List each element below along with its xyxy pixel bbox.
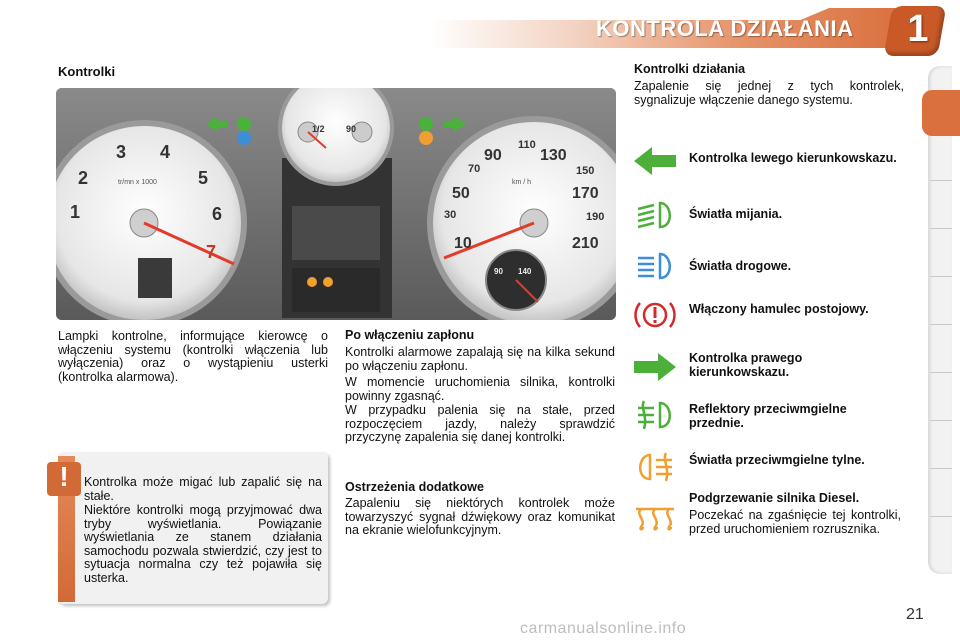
temp-tick: 140 (518, 267, 532, 276)
tach-tick: 6 (212, 204, 223, 224)
warning-paragraph-2: Niektóre kontrolki mogą przyjmować dwa tryby wyświetlania. Powiązanie wyświetlania ze stanem działania samochodu pozwala stwierdzić, czy jest to sytuacja normalna czy też pojawiła się usterka. (84, 503, 322, 585)
exclamation-mark: ! (59, 461, 69, 492)
speed-tick: 170 (572, 185, 599, 202)
ignition-heading: Po włączeniu zapłonu (345, 328, 475, 342)
tach-tick: 2 (78, 168, 89, 188)
ignition-paragraph-3: W przypadku palenia się na stałe, przed rozpoczęciem jazdy, należy sprawdzić przyczynę zapalenia się danej kontrolki. (345, 403, 615, 444)
tach-tick: 4 (160, 142, 171, 162)
speed-tick: 210 (572, 235, 599, 252)
legend-label-parking-brake: Włączony hamulec postojowy. (689, 302, 869, 316)
page-number: 21 (906, 606, 924, 623)
right-turn-arrow-icon (632, 350, 678, 384)
watermark: carmanualsonline.info (520, 620, 687, 637)
legend-label-left-turn: Kontrolka lewego kierunkowskazu. (689, 151, 897, 165)
rear-fog-lamp-icon (632, 450, 678, 484)
instrument-cluster-photo (56, 88, 616, 320)
main-beam-icon (632, 249, 678, 283)
fuel-tick: 1/2 (312, 124, 325, 134)
tab-divider (930, 516, 952, 517)
legend-label-dipped-beam: Światła mijania. (689, 207, 783, 221)
tab-divider (930, 228, 952, 229)
chapter-number: 1 (907, 8, 929, 50)
tab-divider (930, 468, 952, 469)
fuel-temp-dial (280, 88, 392, 184)
legend-text-diesel-preheat: Poczekać na zgaśnięcie tej kontrolki, przed uruchomieniem rozrusznika. (689, 508, 901, 536)
tach-tick: 3 (116, 142, 127, 162)
left-turn-arrow-icon (632, 144, 678, 178)
speed-tick: 130 (540, 147, 567, 164)
chapter-title: KONTROLA DZIAŁANIA (596, 16, 854, 41)
dipped-beam-icon (632, 198, 678, 232)
speed-tick: 150 (576, 165, 595, 177)
tach-tick: 1 (70, 202, 81, 222)
parking-brake-icon (632, 298, 678, 332)
page-header (0, 0, 960, 60)
tab-divider (930, 420, 952, 421)
speed-tick: 10 (454, 235, 472, 252)
instrument-cluster-illustration (56, 88, 616, 320)
ignition-paragraph-1: Kontrolki alarmowe zapalają się na kilka sekund po włączeniu zapłonu. (345, 345, 615, 373)
speed-tick: 110 (518, 139, 536, 151)
operation-lamps-heading: Kontrolki działania (634, 62, 746, 76)
warning-paragraph-1: Kontrolka może migać lub zapalić się na stałe. (84, 475, 322, 503)
tab-divider (930, 276, 952, 277)
speed-tick: 70 (468, 163, 481, 175)
speed-tick: 30 (444, 209, 457, 221)
chapter-tabs (928, 66, 952, 574)
front-fog-lamp-icon (632, 398, 678, 432)
tach-unit: tr/mn x 1000 (118, 179, 157, 186)
intro-paragraph: Lampki kontrolne, informujące kierowcę o włączeniu systemu (kontrolki włączenia lub wyłączenia) oraz o wystąpieniu usterki (kontrolka alarmowa). (58, 329, 328, 384)
operation-lamps-intro: Zapalenie się jednej z tych kontrolek, sygnalizuje włączenie danego systemu. (634, 79, 904, 107)
tach-tick: 5 (198, 168, 209, 188)
diesel-preheat-icon (632, 500, 678, 534)
speed-tick: 50 (452, 185, 470, 202)
fuel-tick: 90 (346, 124, 357, 134)
tab-divider (930, 180, 952, 181)
legend-label-right-turn: Kontrolka prawego kierunkowskazu. (689, 351, 803, 379)
additional-warnings-paragraph: Zapaleniu się niektórych kontrolek może towarzyszyć sygnał dźwiękowy oraz komunikat na ekranie wielofunkcyjnym. (345, 496, 615, 537)
speed-tick: 190 (586, 211, 605, 223)
legend-label-front-fog: Reflektory przeciwmgielne przednie. (689, 402, 847, 430)
ignition-paragraph-2: W momencie uruchomienia silnika, kontrolki powinny zgasnąć. (345, 375, 615, 403)
additional-warnings-heading: Ostrzeżenia dodatkowe (345, 480, 484, 494)
tab-divider (930, 372, 952, 373)
section-title-kontrolki: Kontrolki (58, 64, 116, 79)
speed-unit: km / h (512, 179, 532, 186)
temp-tick: 90 (494, 267, 503, 276)
speed-tick: 90 (484, 147, 502, 164)
active-chapter-tab[interactable] (922, 90, 960, 136)
tab-divider (930, 324, 952, 325)
legend-label-diesel-preheat: Podgrzewanie silnika Diesel. (689, 491, 860, 505)
legend-label-main-beam: Światła drogowe. (689, 259, 792, 273)
tach-tick: 7 (206, 242, 217, 262)
legend-label-rear-fog: Światła przeciwmgielne tylne. (689, 453, 865, 467)
